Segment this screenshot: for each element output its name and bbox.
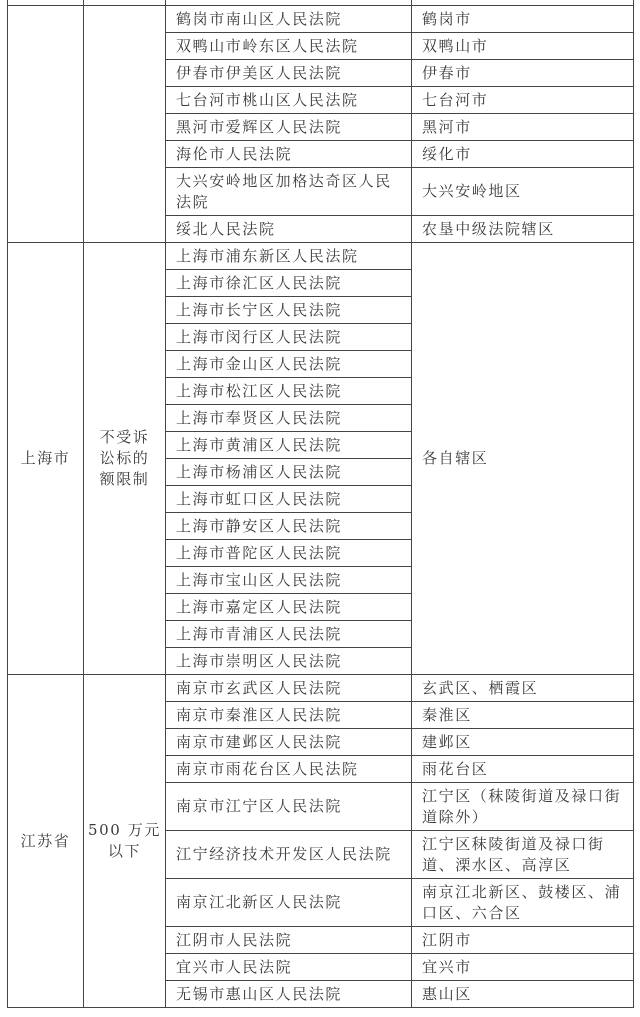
court-cell: 无锡市惠山区人民法院 — [166, 981, 412, 1008]
court-cell: 鹤岗市南山区人民法院 — [166, 6, 412, 33]
amount-limit-line: 500 万元 — [88, 821, 161, 839]
court-cell: 江阴市人民法院 — [166, 927, 412, 954]
court-cell: 上海市杨浦区人民法院 — [166, 459, 412, 486]
court-cell: 上海市青浦区人民法院 — [166, 621, 412, 648]
court-cell: 上海市奉贤区人民法院 — [166, 405, 412, 432]
jurisdiction-cell: 农垦中级法院辖区 — [412, 216, 634, 243]
jurisdiction-cell: 绥化市 — [412, 141, 634, 168]
table-row — [8, 243, 634, 270]
table-row — [8, 6, 634, 33]
court-table-body — [8, 0, 634, 1008]
court-cell: 上海市闵行区人民法院 — [166, 324, 412, 351]
court-cell: 江宁经济技术开发区人民法院 — [166, 831, 412, 879]
province-cell — [8, 6, 84, 243]
jurisdiction-cell: 宜兴市 — [412, 954, 634, 981]
court-cell: 上海市普陀区人民法院 — [166, 540, 412, 567]
jurisdiction-cell: 江宁区秣陵街道及禄口街道、溧水区、高淳区 — [412, 831, 634, 879]
court-cell: 大兴安岭地区加格达奇区人民法院 — [166, 168, 412, 216]
jurisdiction-cell: 惠山区 — [412, 981, 634, 1008]
jurisdiction-cell: 鹤岗市 — [412, 6, 634, 33]
amount-limit-cell — [84, 6, 166, 243]
amount-limit-line: 讼标的 — [99, 449, 150, 467]
amount-limit-line: 额限制 — [99, 470, 150, 488]
amount-limit-cell — [84, 675, 166, 1008]
jurisdiction-cell: 伊春市 — [412, 60, 634, 87]
court-cell: 南京江北新区人民法院 — [166, 879, 412, 927]
court-cell: 宜兴市人民法院 — [166, 954, 412, 981]
jurisdiction-cell: 秦淮区 — [412, 702, 634, 729]
court-cell: 黑河市爱辉区人民法院 — [166, 114, 412, 141]
court-cell: 上海市浦东新区人民法院 — [166, 243, 412, 270]
court-cell: 上海市金山区人民法院 — [166, 351, 412, 378]
court-cell: 上海市长宁区人民法院 — [166, 297, 412, 324]
court-jurisdiction-table — [7, 0, 634, 1008]
amount-limit-line: 不受诉 — [99, 428, 150, 446]
jurisdiction-cell: 各自辖区 — [412, 243, 634, 675]
jurisdiction-cell: 江阴市 — [412, 927, 634, 954]
jurisdiction-cell: 南京江北新区、鼓楼区、浦口区、六合区 — [412, 879, 634, 927]
jurisdiction-cell: 黑河市 — [412, 114, 634, 141]
court-cell: 上海市黄浦区人民法院 — [166, 432, 412, 459]
amount-limit-line: 以下 — [107, 842, 142, 860]
jurisdiction-cell: 江宁区（秣陵街道及禄口街道除外） — [412, 783, 634, 831]
jurisdiction-cell: 大兴安岭地区 — [412, 168, 634, 216]
jurisdiction-cell: 玄武区、栖霞区 — [412, 675, 634, 702]
court-cell: 上海市嘉定区人民法院 — [166, 594, 412, 621]
court-cell: 南京市玄武区人民法院 — [166, 675, 412, 702]
table-row — [8, 675, 634, 702]
court-cell: 上海市徐汇区人民法院 — [166, 270, 412, 297]
jurisdiction-cell: 建邺区 — [412, 729, 634, 756]
court-cell: 七台河市桃山区人民法院 — [166, 87, 412, 114]
court-cell: 南京市雨花台区人民法院 — [166, 756, 412, 783]
court-cell: 南京市秦淮区人民法院 — [166, 702, 412, 729]
amount-limit-cell — [84, 243, 166, 675]
court-cell: 海伦市人民法院 — [166, 141, 412, 168]
court-cell: 双鸭山市岭东区人民法院 — [166, 33, 412, 60]
court-cell: 伊春市伊美区人民法院 — [166, 60, 412, 87]
jurisdiction-cell: 雨花台区 — [412, 756, 634, 783]
province-cell: 江苏省 — [8, 675, 84, 1008]
court-cell: 上海市宝山区人民法院 — [166, 567, 412, 594]
jurisdiction-cell: 七台河市 — [412, 87, 634, 114]
court-cell: 南京市建邺区人民法院 — [166, 729, 412, 756]
court-cell: 上海市崇明区人民法院 — [166, 648, 412, 675]
province-cell: 上海市 — [8, 243, 84, 675]
court-cell: 上海市松江区人民法院 — [166, 378, 412, 405]
court-cell: 上海市虹口区人民法院 — [166, 486, 412, 513]
court-cell: 绥北人民法院 — [166, 216, 412, 243]
jurisdiction-cell: 双鸭山市 — [412, 33, 634, 60]
court-cell: 上海市静安区人民法院 — [166, 513, 412, 540]
court-cell: 南京市江宁区人民法院 — [166, 783, 412, 831]
